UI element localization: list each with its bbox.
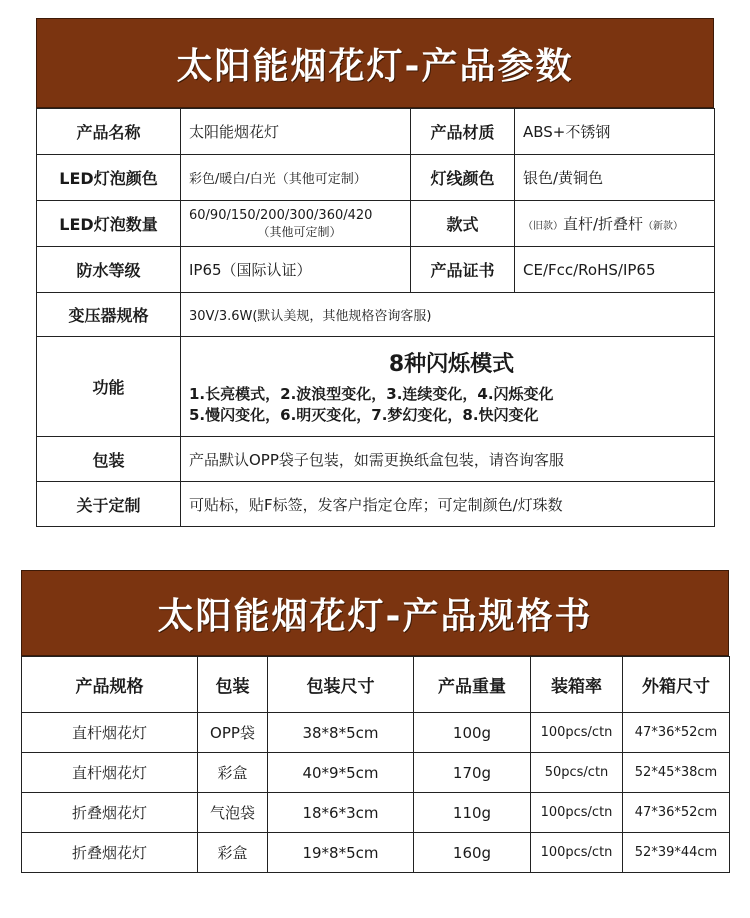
param-value: 彩色/暖白/白光（其他可定制） — [181, 155, 411, 201]
param-label: 关于定制 — [37, 482, 181, 527]
function-line: 1.长亮模式，2.波浪型变化，3.连续变化，4.闪烁变化 — [189, 385, 554, 403]
param-row — [37, 337, 715, 437]
spec-cell: 100pcs/ctn — [531, 713, 623, 753]
style-value: 直杆/折叠杆 — [563, 215, 644, 233]
table-row — [22, 713, 730, 753]
param-table — [36, 108, 715, 527]
param-row — [37, 109, 715, 155]
spec-header: 产品规格 — [22, 657, 198, 713]
spec-cell: 40*9*5cm — [268, 753, 414, 793]
spec-cell: 52*39*44cm — [623, 833, 730, 873]
spec-header: 产品重量 — [414, 657, 531, 713]
spec-cell: 52*45*38cm — [623, 753, 730, 793]
spec-cell: 110g — [414, 793, 531, 833]
param-row — [37, 201, 715, 247]
spec-header-row — [22, 657, 730, 713]
bulb-count-cell — [181, 201, 411, 247]
spec-cell: 折叠烟花灯 — [22, 793, 198, 833]
spec-cell: 100pcs/ctn — [531, 833, 623, 873]
spec-cell: 100g — [414, 713, 531, 753]
spec-cell: 18*6*3cm — [268, 793, 414, 833]
param-row — [37, 437, 715, 482]
spec-cell: 直杆烟花灯 — [22, 713, 198, 753]
function-line: 5.慢闪变化，6.明灭变化，7.梦幻变化，8.快闪变化 — [189, 406, 539, 424]
param-value: IP65（国际认证） — [181, 247, 411, 293]
table-row — [22, 753, 730, 793]
spec-cell: 160g — [414, 833, 531, 873]
spec-cell: 直杆烟花灯 — [22, 753, 198, 793]
style-new-tag: （新款） — [643, 221, 684, 232]
function-cell — [181, 337, 715, 437]
style-old-tag: （旧款） — [523, 221, 563, 232]
spec-cell: 47*36*52cm — [623, 713, 730, 753]
spec-cell: 19*8*5cm — [268, 833, 414, 873]
param-value: 30V/3.6W(默认美规，其他规格咨询客服) — [181, 293, 715, 337]
spec-title-banner — [21, 570, 729, 656]
param-title-banner — [36, 18, 714, 108]
param-row — [37, 155, 715, 201]
spec-cell: 彩盒 — [198, 833, 268, 873]
param-value: 银色/黄铜色 — [515, 155, 715, 201]
param-label: 功能 — [37, 337, 181, 437]
param-value: 太阳能烟花灯 — [181, 109, 411, 155]
spec-header: 外箱尺寸 — [623, 657, 730, 713]
param-label: 产品材质 — [411, 109, 515, 155]
spec-cell: 170g — [414, 753, 531, 793]
param-label: 包装 — [37, 437, 181, 482]
style-cell — [515, 201, 715, 247]
spec-cell: 38*8*5cm — [268, 713, 414, 753]
param-label: LED灯泡颜色 — [37, 155, 181, 201]
param-label: LED灯泡数量 — [37, 201, 181, 247]
bulb-count-note: （其他可定制） — [257, 224, 342, 239]
param-row — [37, 247, 715, 293]
param-label: 款式 — [411, 201, 515, 247]
param-title: 太阳能烟花灯-产品参数 — [176, 45, 574, 87]
param-value: ABS+不锈钢 — [515, 109, 715, 155]
spec-cell: OPP袋 — [198, 713, 268, 753]
spec-cell: 50pcs/ctn — [531, 753, 623, 793]
spec-header: 包装 — [198, 657, 268, 713]
spec-cell: 折叠烟花灯 — [22, 833, 198, 873]
param-label: 变压器规格 — [37, 293, 181, 337]
spec-header: 包装尺寸 — [268, 657, 414, 713]
table-row — [22, 793, 730, 833]
spec-cell: 100pcs/ctn — [531, 793, 623, 833]
param-value: 可贴标，贴F标签，发客户指定仓库；可定制颜色/灯珠数 — [181, 482, 715, 527]
param-label: 产品名称 — [37, 109, 181, 155]
table-row — [22, 833, 730, 873]
param-label: 防水等级 — [37, 247, 181, 293]
spec-cell: 气泡袋 — [198, 793, 268, 833]
spec-header: 装箱率 — [531, 657, 623, 713]
spec-cell: 彩盒 — [198, 753, 268, 793]
param-value: 产品默认OPP袋子包装，如需更换纸盒包装，请咨询客服 — [181, 437, 715, 482]
bulb-count-options: 60/90/150/200/300/360/420 — [189, 207, 373, 223]
spec-title: 太阳能烟花灯-产品规格书 — [157, 595, 593, 637]
function-title: 8种闪烁模式 — [388, 352, 515, 377]
spec-cell: 47*36*52cm — [623, 793, 730, 833]
spec-table — [21, 656, 730, 873]
param-row — [37, 482, 715, 527]
param-value: CE/Fcc/RoHS/IP65 — [515, 247, 715, 293]
param-label: 产品证书 — [411, 247, 515, 293]
param-row — [37, 293, 715, 337]
param-label: 灯线颜色 — [411, 155, 515, 201]
